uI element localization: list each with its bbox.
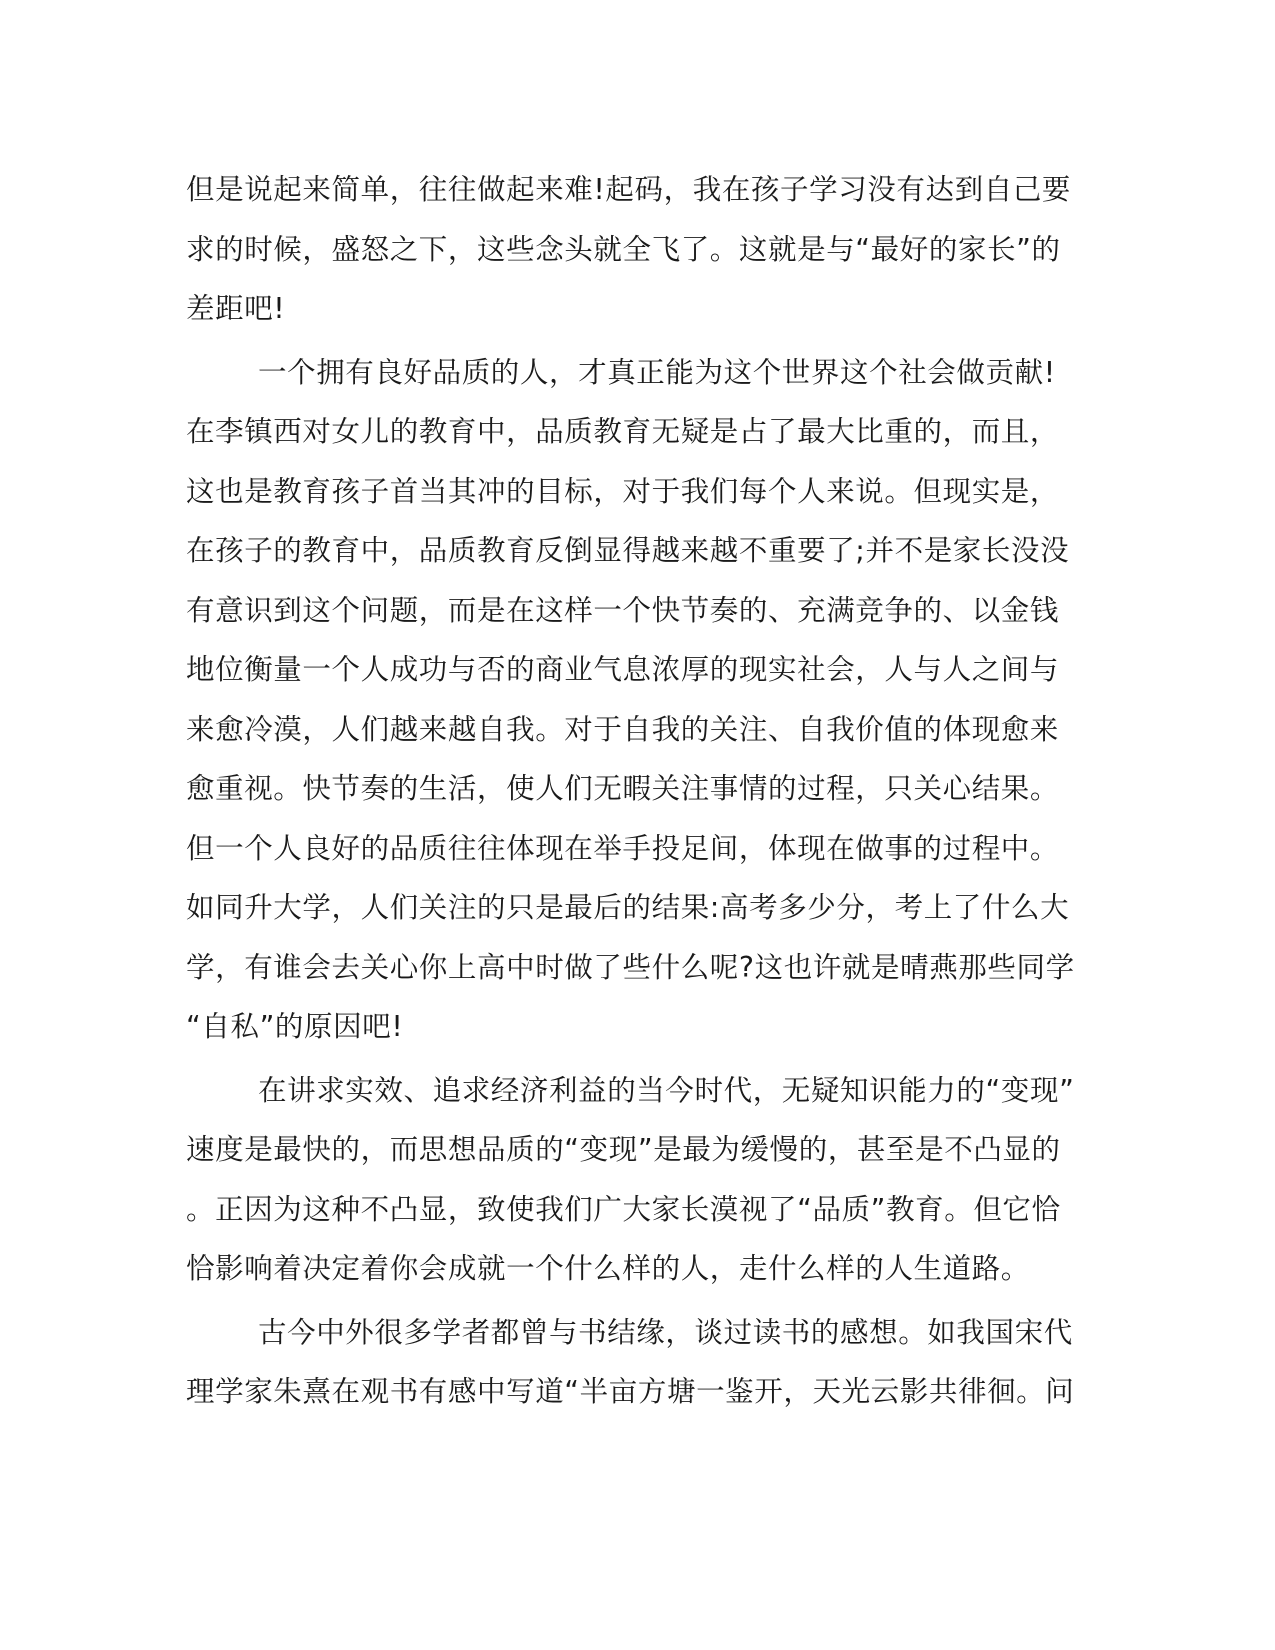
text-line: 地位衡量一个人成功与否的商业气息浓厚的现实社会，人与人之间与 [186, 653, 1060, 686]
text-line: 古今中外很多学者都曾与书结缘，谈过读书的感想。如我国宋代 [258, 1315, 1073, 1349]
text-line: 在讲求实效、追求经济利益的当今时代，无疑知识能力的“变现” [258, 1073, 1075, 1107]
text-line: 来愈冷漠，人们越来越自我。对于自我的关注、自我价值的体现愈来 [186, 712, 1060, 746]
text-line: 在李镇西对女儿的教育中，品质教育无疑是占了最大比重的，而且， [186, 415, 1060, 448]
text-line: 但是说起来简单，往往做起来难!起码，我在孩子学习没有达到自己要 [186, 173, 1072, 206]
text-line: 学，有谁会去关心你上高中时做了些什么呢?这也许就是晴燕那些同学 [186, 950, 1075, 984]
paragraph-1 [186, 160, 1072, 339]
text-line: 有意识到这个问题，而是在这样一个快节奏的、充满竞争的、以金钱 [186, 593, 1060, 627]
paragraph-4 [186, 1303, 1075, 1422]
paragraph-3 [186, 1061, 1075, 1299]
text-line: 速度是最快的，而思想品质的“变现”是最为缓慢的，甚至是不凸显的 [186, 1133, 1061, 1166]
text-line: 但一个人良好的品质往往体现在举手投足间，体现在做事的过程中。 [186, 831, 1060, 865]
text-line: 。正因为这种不凸显，致使我们广大家长漠视了“品质”教育。但它恰 [186, 1192, 1061, 1226]
text-line: “自私”的原因吧! [186, 1010, 404, 1043]
text-line: 如同升大学，人们关注的只是最后的结果:高考多少分，考上了什么大 [186, 891, 1070, 924]
text-line: 差距吧! [186, 292, 286, 325]
paragraph-2 [186, 343, 1075, 1057]
text-line: 求的时候，盛怒之下，这些念头就全飞了。这就是与“最好的家长”的 [186, 232, 1061, 266]
text-line: 恰影响着决定着你会成就一个什么样的人，走什么样的人生道路。 [186, 1252, 1030, 1285]
text-line: 在孩子的教育中，品质教育反倒显得越来越不重要了;并不是家长没没 [186, 534, 1070, 567]
text-line: 一个拥有良好品质的人，才真正能为这个世界这个社会做贡献! [258, 355, 1056, 389]
document-body [186, 160, 1075, 1422]
text-line: 理学家朱熹在观书有感中写道“半亩方塘一鉴开，天光云影共徘徊。问 [186, 1375, 1075, 1408]
text-line: 愈重视。快节奏的生活，使人们无暇关注事情的过程，只关心结果。 [186, 772, 1060, 805]
text-line: 这也是教育孩子首当其冲的目标，对于我们每个人来说。但现实是， [186, 474, 1060, 508]
